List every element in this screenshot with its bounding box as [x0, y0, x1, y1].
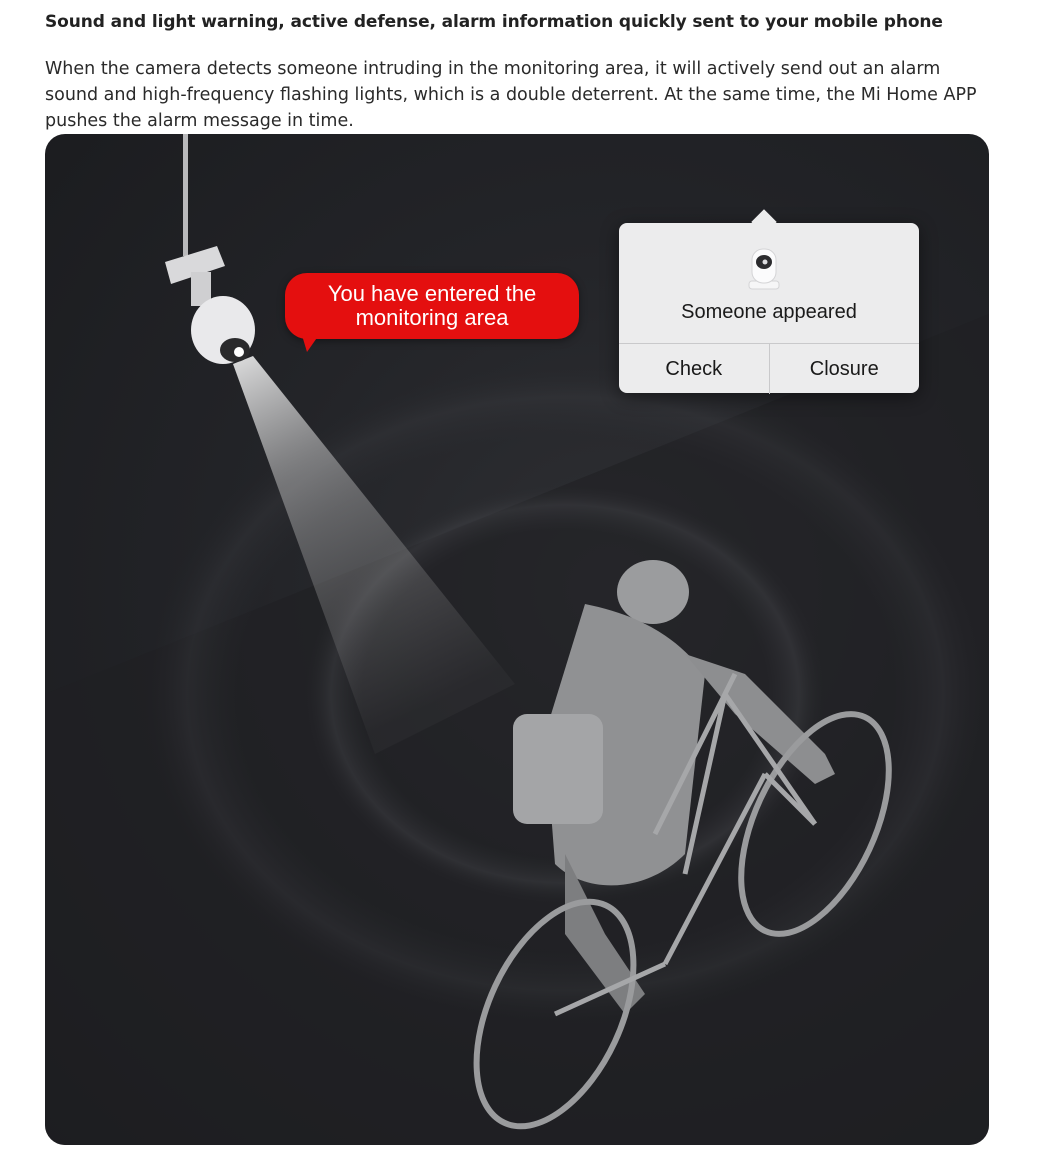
section-heading: Sound and light warning, active defense, alarm information quickly sent to your mobile phone — [45, 12, 943, 32]
closure-button[interactable]: Closure — [809, 357, 879, 380]
check-button[interactable]: Check — [619, 344, 770, 394]
section-description: When the camera detects someone intruding in the monitoring area, it will actively send out an alarm sound and high-frequency flashing lights, which is a double deterrent. At the same time, the Mi Home APP pushes the alarm message in time. — [45, 59, 977, 131]
notification-message: Someone appeared — [681, 301, 857, 323]
camera-icon — [747, 245, 781, 291]
hero-image — [45, 134, 989, 1145]
notification-actions — [619, 343, 919, 394]
bubble-line-2: monitoring area — [355, 305, 509, 330]
speech-bubble-tail — [301, 332, 321, 352]
intrusion-speech-bubble — [285, 273, 579, 339]
alarm-notification-popup — [619, 223, 919, 393]
bubble-line-1: You have entered the — [327, 281, 537, 306]
